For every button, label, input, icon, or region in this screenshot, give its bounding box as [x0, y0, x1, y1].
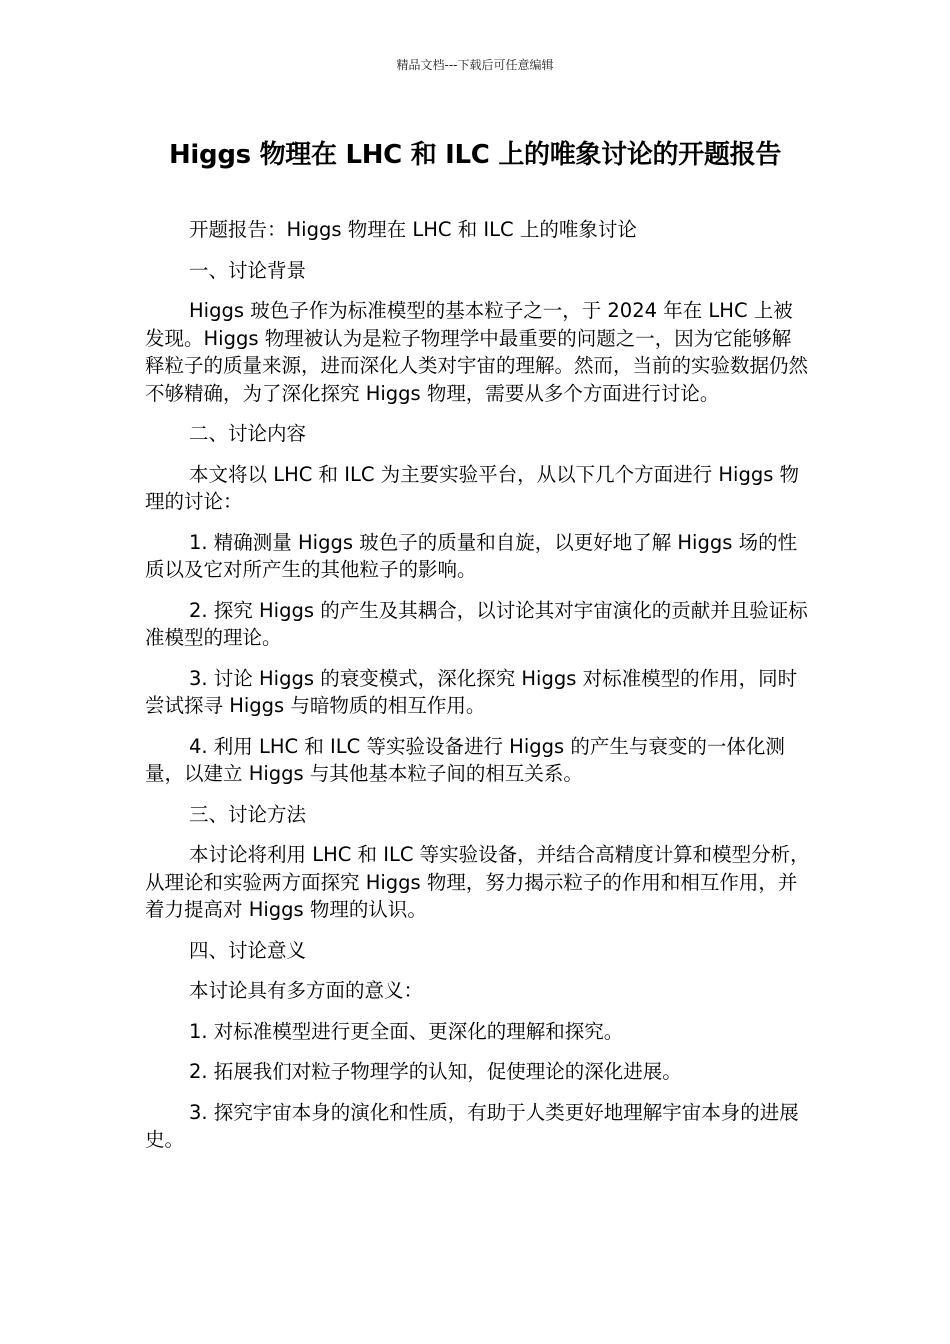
content-list-item: 1. 精确测量 Higgs 玻色子的质量和自旋，以更好地了解 Higgs 场的性质以及它对所产生的其他粒子的影响。	[145, 530, 798, 581]
section-heading-significance: 四、讨论意义	[189, 938, 307, 962]
document-title: Higgs 物理在 LHC 和 ILC 上的唯象讨论的开题报告	[168, 140, 782, 170]
significance-list-item: 3. 探究宇宙本身的演化和性质，有助于人类更好地理解宇宙本身的进展史。	[145, 1100, 799, 1151]
section-heading-background: 一、讨论背景	[189, 258, 307, 282]
intro-paragraph: 开题报告：Higgs 物理在 LHC 和 ILC 上的唯象讨论	[189, 218, 637, 241]
significance-paragraph: 本讨论具有多方面的意义：	[189, 979, 424, 1002]
content-list-item: 3. 讨论 Higgs 的衰变模式，深化探究 Higgs 对标准模型的作用，同时尝试探寻 Higgs 与暗物质的相互作用。	[145, 666, 798, 717]
header-note: 精品文档---下载后可任意编辑	[396, 58, 554, 72]
content-list-item: 4. 利用 LHC 和 ILC 等实验设备进行 Higgs 的产生与衰变的一体化测量，以建立 Higgs 与其他基本粒子间的相互关系。	[145, 734, 785, 785]
method-paragraph: 本讨论将利用 LHC 和 ILC 等实验设备，并结合高精度计算和模型分析，从理论和实验两方面探究 Higgs 物理，努力揭示粒子的作用和相互作用，并着力提高对 Higgs 物理的认识。	[145, 843, 810, 921]
significance-list-item: 2. 拓展我们对粒子物理学的认知，促使理论的深化进展。	[189, 1060, 682, 1083]
background-paragraph: Higgs 玻色子作为标准模型的基本粒子之一，于 2024 年在 LHC 上被发现。Higgs 物理被认为是粒子物理学中最重要的问题之一，因为它能够解释粒子的质量来源，进而深化人类对宇宙的理解。然而，当前的实验数据仍然不够精确，为了深化探究 Higgs 物理，需要从多个方面进行讨论。	[145, 299, 809, 405]
content-list-item: 2. 探究 Higgs 的产生及其耦合，以讨论其对宇宙演化的贡献并且验证标准模型的理论。	[145, 598, 808, 649]
document-body	[145, 216, 810, 1167]
section-heading-content: 二、讨论内容	[189, 422, 307, 445]
significance-list-item: 1. 对标准模型进行更全面、更深化的理解和探究。	[189, 1019, 624, 1043]
section-heading-method: 三、讨论方法	[189, 802, 307, 826]
content-paragraph: 本文将以 LHC 和 ILC 为主要实验平台，从以下几个方面进行 Higgs 物理的讨论：	[145, 462, 800, 513]
